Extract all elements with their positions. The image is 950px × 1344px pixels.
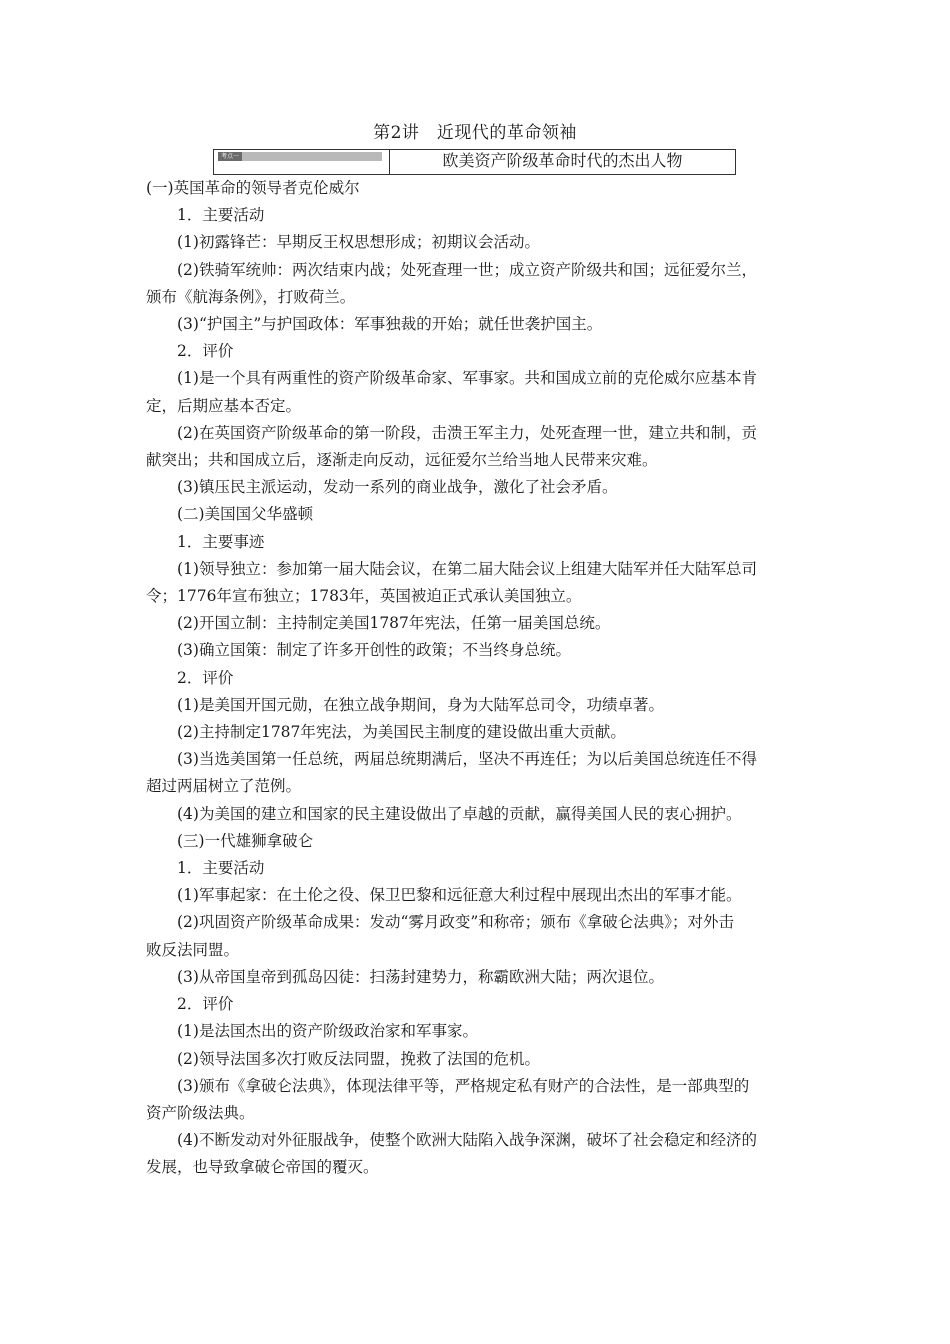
topic-tag-cell xyxy=(214,150,390,174)
text-line: (1)是美国开国元勋，在独立战争期间，身为大陆军总司令，功绩卓著。 xyxy=(177,695,664,714)
text-line: (2)领导法国多次打败反法同盟，挽救了法国的危机。 xyxy=(177,1049,540,1068)
text-line: 颁布《航海条例》，打败荷兰。 xyxy=(146,287,356,306)
text-line: (1)领导独立：参加第一届大陆会议，在第二届大陆会议上组建大陆军并任大陆军总司 xyxy=(177,559,757,578)
text-line: (4)为美国的建立和国家的民主建设做出了卓越的贡献，赢得美国人民的衷心拥护。 xyxy=(177,804,742,823)
text-line: 超过两届树立了范例。 xyxy=(146,777,302,796)
text-line: (1)初露锋芒：早期反王权思想形成；初期议会活动。 xyxy=(177,233,540,252)
lesson-title: 第2讲 近现代的革命领袖 xyxy=(373,123,577,143)
text-line: 2．评价 xyxy=(177,342,234,361)
text-line: (3)从帝国皇帝到孤岛囚徒：扫荡封建势力，称霸欧洲大陆；两次退位。 xyxy=(177,967,664,986)
text-line: 2．评价 xyxy=(177,668,234,687)
topic-header-box xyxy=(213,149,736,175)
text-line: (3)颁布《拿破仑法典》，体现法律平等，严格规定私有财产的合法性，是一部典型的 xyxy=(177,1076,750,1095)
text-line: (1)军事起家：在土伦之役、保卫巴黎和远征意大利过程中展现出杰出的军事才能。 xyxy=(177,886,742,905)
text-line: 1．主要活动 xyxy=(177,206,265,225)
text-line: (3)确立国策：制定了许多开创性的政策；不当终身总统。 xyxy=(177,641,571,660)
text-line: (1)是法国杰出的资产阶级政治家和军事家。 xyxy=(177,1022,478,1041)
text-line: (3)当选美国第一任总统，两届总统期满后，坚决不再连任；为以后美国总统连任不得 xyxy=(177,750,757,769)
text-line: (4)不断发动对外征服战争，使整个欧洲大陆陷入战争深渊，破坏了社会稳定和经济的 xyxy=(177,1131,757,1150)
topic-heading: 欧美资产阶级革命时代的杰出人物 xyxy=(442,151,683,170)
text-line: (1)是一个具有两重性的资产阶级革命家、军事家。共和国成立前的克伦威尔应基本肯 xyxy=(177,369,757,388)
text-line: (2)主持制定1787年宪法，为美国民主制度的建设做出重大贡献。 xyxy=(177,723,626,742)
text-line: 献突出；共和国成立后，逐渐走向反动，远征爱尔兰给当地人民带来灾难。 xyxy=(146,451,658,470)
text-line: 资产阶级法典。 xyxy=(146,1103,255,1122)
text-line: 定，后期应基本否定。 xyxy=(146,396,302,415)
text-line: 令；1776年宣布独立；1783年，英国被迫正式承认美国独立。 xyxy=(146,587,582,606)
text-line: (3)“护国主”与护国政体：军事独裁的开始；就任世袭护国主。 xyxy=(177,315,603,334)
text-line: 2．评价 xyxy=(177,995,234,1014)
text-line: (2)在英国资产阶级革命的第一阶段，击溃王军主力，处死查理一世，建立共和制，贡 xyxy=(177,423,757,442)
text-line: (一)英国革命的领导者克伦威尔 xyxy=(146,179,360,197)
text-line: (三)一代雄狮拿破仑 xyxy=(177,831,314,850)
text-line: 败反法同盟。 xyxy=(146,940,240,959)
text-line: 1．主要事迹 xyxy=(177,532,265,551)
text-line: 1．主要活动 xyxy=(177,859,265,878)
topic-tag-bar xyxy=(218,152,382,161)
body-text xyxy=(146,175,806,1182)
text-line: (二)美国国父华盛顿 xyxy=(177,505,314,524)
text-line: (2)开国立制：主持制定美国1787年宪法，任第一届美国总统。 xyxy=(177,614,611,633)
text-line: (2)巩固资产阶级革命成果：发动“雾月政变”和称帝；颁布《拿破仑法典》；对外击 xyxy=(177,913,735,932)
text-line: (3)镇压民主派运动，发动一系列的商业战争，激化了社会矛盾。 xyxy=(177,478,618,497)
text-line: (2)铁骑军统帅：两次结束内战；处死查理一世；成立资产阶级共和国；远征爱尔兰， xyxy=(177,260,757,279)
text-line: 发展，也导致拿破仑帝国的覆灭。 xyxy=(146,1158,379,1177)
topic-tag-label: 考点一 xyxy=(218,152,242,161)
